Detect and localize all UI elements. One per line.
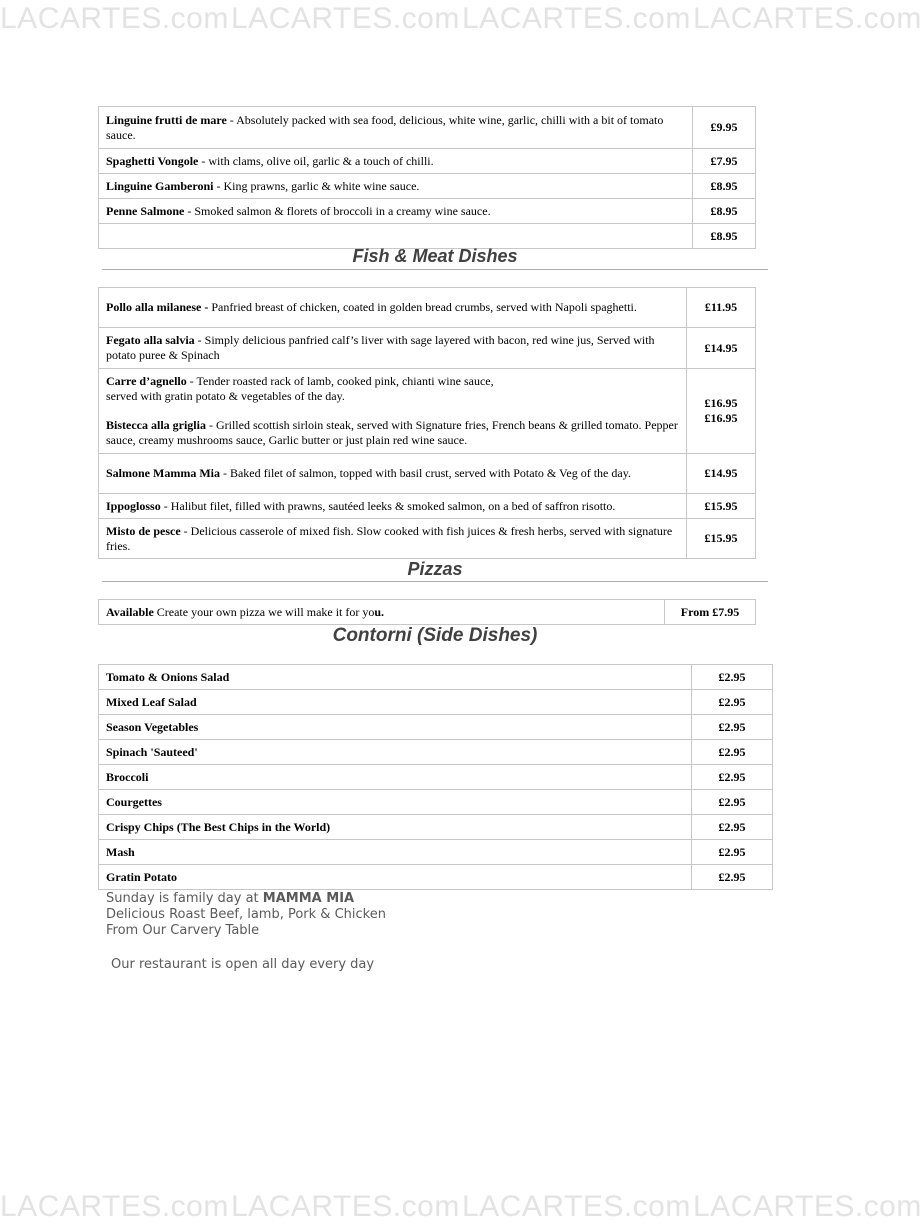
menu-row [99, 328, 756, 369]
dish-price: £8.95 [693, 174, 756, 199]
dish-name: Spaghetti Vongole [106, 153, 199, 168]
dish-description [99, 149, 693, 174]
carvery-description: Delicious Roast Beef, lamb, Pork & Chicken [106, 907, 386, 922]
side-dish-row [99, 840, 773, 865]
watermark-bottom [0, 1190, 922, 1230]
dish-text: - Halibut filet, filled with prawns, sautéed leeks & smoked salmon, on a bed of saffron risotto. [160, 498, 616, 513]
dish-name: Linguine frutti de mare [106, 112, 227, 127]
dish-text: Panfried breast of chicken, coated in golden bread crumbs, served with Napoli spaghetti. [211, 300, 637, 314]
dish-price: £16.95 [704, 396, 738, 410]
dish-name: Carre d’agnello [106, 374, 187, 388]
side-dish-price: £2.95 [692, 715, 773, 740]
dish-price: £8.95 [693, 224, 756, 249]
side-dish-name: Gratin Potato [99, 865, 692, 890]
watermark-text: LACARTES.com [231, 1190, 460, 1223]
menu-row [99, 454, 756, 494]
dish-text: - Baked filet of salmon, topped with basil crust, served with Potato & Veg of the day. [219, 466, 631, 480]
side-dish-price: £2.95 [692, 790, 773, 815]
dish-price: From £7.95 [665, 600, 756, 625]
dish-text: - Grilled scottish sirloin steak, served with Signature fries, French beans & grilled tomato. Pepper sauce, creamy mushrooms sauce, Garlic butter or just plain red wine sauce. [106, 418, 678, 447]
watermark-text: LACARTES.com [462, 2, 691, 35]
watermark-text: LACARTES.com [231, 2, 460, 35]
menu-row [99, 519, 756, 559]
family-day-text [106, 891, 386, 939]
dish-name: Pollo alla milanese - [106, 300, 212, 314]
dish-text-bold: u. [374, 604, 385, 619]
dish-description [99, 224, 693, 249]
dish-price: £14.95 [687, 454, 756, 494]
pizzas-table [98, 599, 756, 625]
section-heading-pizzas: Pizzas [407, 559, 463, 579]
dish-description [99, 519, 687, 559]
menu-row [99, 174, 756, 199]
menu-row [99, 199, 756, 224]
pasta-table [98, 106, 756, 249]
dish-description [99, 454, 687, 494]
side-dish-name: Broccoli [99, 765, 692, 790]
fish-meat-table [98, 287, 756, 559]
side-dish-price: £2.95 [692, 765, 773, 790]
dish-name: Salmone Mamma Mia [106, 466, 220, 480]
dish-name: Ippoglosso [106, 498, 161, 513]
side-dish-price: £2.95 [692, 690, 773, 715]
section-heading-fish-meat: Fish & Meat Dishes [352, 246, 518, 266]
dish-price: £14.95 [687, 328, 756, 369]
opening-hours-text: Our restaurant is open all day every day [111, 957, 375, 972]
dish-description [99, 328, 687, 369]
side-dish-price: £2.95 [692, 665, 773, 690]
watermark-text: LACARTES.com [693, 2, 922, 35]
dish-text: - with clams, olive oil, garlic & a touch of chilli. [198, 153, 434, 168]
side-dish-row [99, 815, 773, 840]
dish-name: Bistecca alla griglia [106, 418, 206, 432]
dish-text: - Delicious casserole of mixed fish. Slow cooked with fish juices & fresh herbs, served with signature fries. [106, 523, 673, 553]
dish-text: - Tender roasted rack of lamb, cooked pink, chianti wine sauce, [186, 374, 494, 388]
dish-price: £16.95 [704, 411, 738, 425]
dish-text: Create your own pizza we will make it for yo [153, 604, 375, 619]
side-dish-name: Mixed Leaf Salad [99, 690, 692, 715]
dish-description [99, 288, 687, 328]
dish-name: Misto de pesce [106, 523, 181, 538]
dish-price: £11.95 [687, 288, 756, 328]
dish-name: Available [106, 604, 154, 619]
family-day-prefix: Sunday is family day at [106, 891, 263, 906]
side-dish-price: £2.95 [692, 740, 773, 765]
watermark-text: LACARTES.com [0, 1190, 229, 1223]
side-dish-row [99, 665, 773, 690]
side-dish-price: £2.95 [692, 815, 773, 840]
dish-description [99, 369, 687, 454]
watermark-top [0, 2, 922, 42]
side-dish-row [99, 715, 773, 740]
dish-text: served with gratin potato & vegetables of the day. [106, 389, 345, 403]
menu-row [99, 494, 756, 519]
dish-price: £7.95 [693, 149, 756, 174]
dish-price: £15.95 [687, 519, 756, 559]
side-dish-name: Spinach 'Sauteed' [99, 740, 692, 765]
dish-price-group [687, 369, 756, 454]
menu-row [99, 369, 756, 454]
dish-name: Linguine Gamberoni [106, 178, 214, 193]
menu-row [99, 288, 756, 328]
menu-row [99, 224, 756, 249]
carvery-table-text: From Our Carvery Table [106, 923, 260, 938]
side-dish-name: Courgettes [99, 790, 692, 815]
section-divider [102, 581, 768, 582]
menu-row [99, 149, 756, 174]
dish-name: Penne Salmone [106, 203, 185, 218]
section-heading-sides: Contorni (Side Dishes) [332, 625, 538, 646]
watermark-text: LACARTES.com [462, 1190, 691, 1223]
dish-description [99, 174, 693, 199]
dish-description [99, 600, 665, 625]
dish-description [99, 199, 693, 224]
side-dish-name: Crispy Chips (The Best Chips in the World) [99, 815, 692, 840]
section-divider [102, 269, 768, 270]
menu-row [99, 600, 756, 625]
dish-description [99, 494, 687, 519]
side-dish-name: Season Vegetables [99, 715, 692, 740]
dish-price: £8.95 [693, 199, 756, 224]
dish-text: - Simply delicious panfried calf’s liver with sage layered with bacon, red wine jus, Served with potato puree & Spinach [106, 333, 655, 362]
dish-description [99, 107, 693, 149]
side-dish-price: £2.95 [692, 840, 773, 865]
side-dish-name: Tomato & Onions Salad [99, 665, 692, 690]
side-dish-name: Mash [99, 840, 692, 865]
side-dish-row [99, 790, 773, 815]
sides-table [98, 664, 773, 890]
side-dish-price: £2.95 [692, 865, 773, 890]
watermark-text: LACARTES.com [0, 2, 229, 35]
dish-price: £9.95 [693, 107, 756, 149]
dish-price: £15.95 [687, 494, 756, 519]
menu-row [99, 107, 756, 149]
side-dish-row [99, 765, 773, 790]
dish-text: - King prawns, garlic & white wine sauce. [213, 178, 420, 193]
dish-name: Fegato alla salvia [106, 333, 195, 347]
side-dish-row [99, 690, 773, 715]
dish-text: - Absolutely packed with sea food, delicious, white wine, garlic, chilli with a bit of tomato sauce. [106, 112, 664, 142]
dish-text: - Smoked salmon & florets of broccoli in a creamy wine sauce. [184, 203, 491, 218]
side-dish-row [99, 740, 773, 765]
restaurant-name: MAMMA MIA [262, 891, 355, 906]
side-dish-row [99, 865, 773, 890]
watermark-text: LACARTES.com [693, 1190, 922, 1223]
